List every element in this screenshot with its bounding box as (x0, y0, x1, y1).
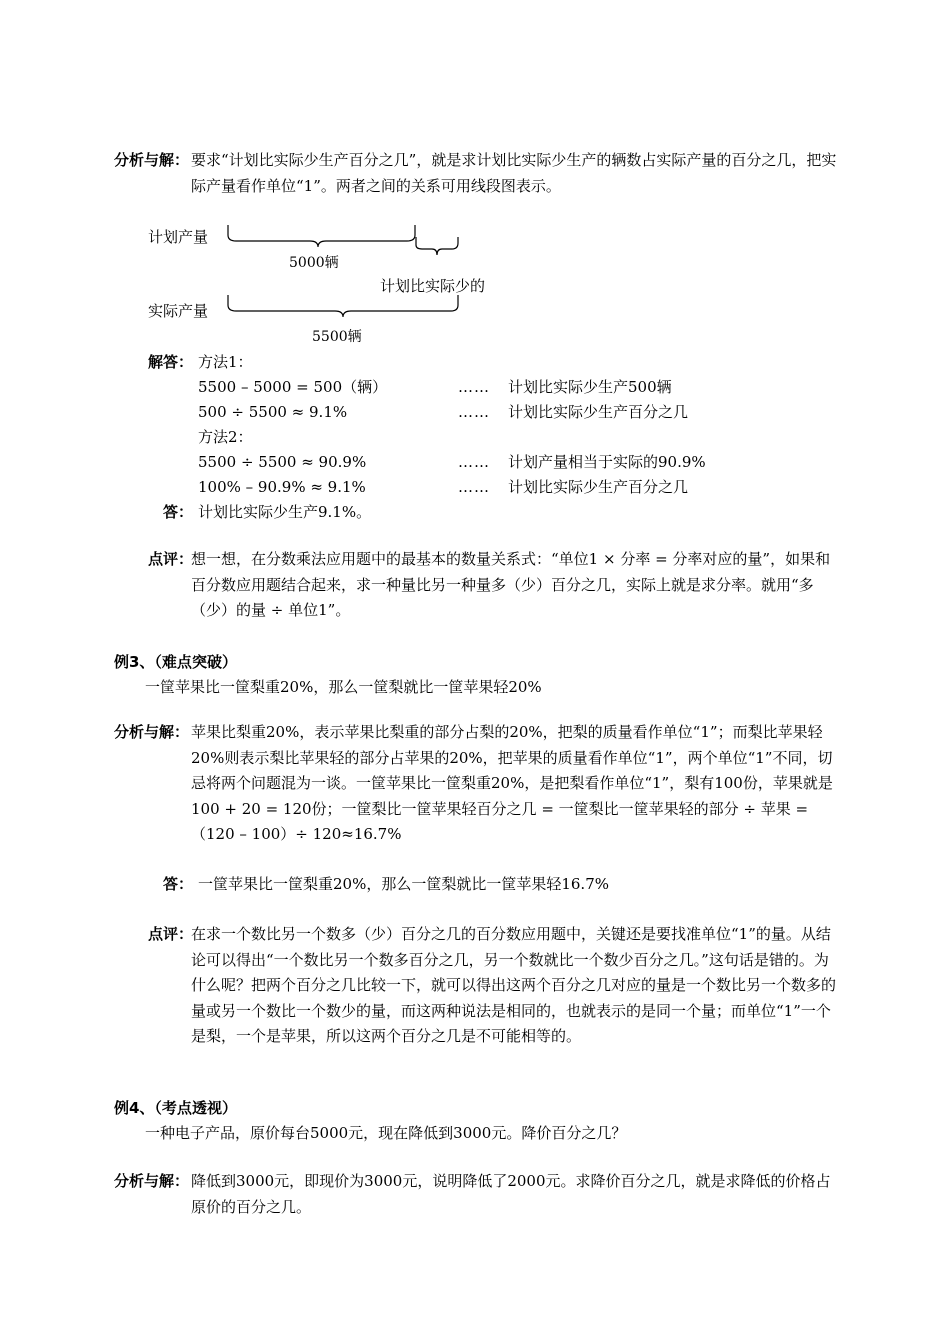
solution-label: 解答： (148, 353, 194, 371)
example4-title: 例4、（考点透视） (114, 1099, 237, 1117)
dots-separator: …… (458, 378, 490, 396)
analysis-text: 降低到3000元，即现价为3000元，说明降低了2000元。求降价百分之几，就是求降低的价格占原价的百分之几。 (191, 1172, 831, 1216)
dots-separator: …… (458, 403, 490, 421)
answer-text: 一筐苹果比一筐梨重20%，那么一筐梨就比一筐苹果轻16.7% (198, 875, 609, 893)
analysis-label: 分析与解： (114, 723, 190, 741)
step-note: 计划比实际少生产百分之几 (508, 478, 689, 496)
actual-label: 实际产量 (148, 302, 209, 320)
comment-label: 点评： (148, 550, 194, 568)
step-note: 计划比实际少生产百分之几 (508, 403, 689, 421)
step-expression: 100% – 90.9% ≈ 9.1% (198, 478, 366, 496)
step-expression: 5500 – 5000 = 500（辆） (198, 378, 388, 396)
example3-question: 一筐苹果比一筐梨重20%，那么一筐梨就比一筐苹果轻20% (145, 678, 542, 696)
actual-brace (228, 295, 458, 317)
analysis-label: 分析与解： (114, 151, 190, 169)
dots-separator: …… (458, 453, 490, 471)
step-expression: 500 ÷ 5500 ≈ 9.1% (198, 403, 348, 421)
segment-diagram (140, 215, 520, 350)
planned-brace (228, 225, 415, 247)
step-expression: 5500 ÷ 5500 ≈ 90.9% (198, 453, 367, 471)
planned-label: 计划产量 (148, 228, 209, 246)
planned-value: 5000辆 (289, 255, 339, 271)
analysis-text: 苹果比梨重20%，表示苹果比梨重的部分占梨的20%，把梨的质量看作单位“1”；而梨比苹果轻20%则表示梨比苹果轻的部分占苹果的20%，把苹果的质量看作单位“1”，两个单位“1”不同，切忌将两个问题混为一谈。一筐苹果比一筐梨重20%，是把梨看作单位“1”，梨有100份，苹果就是100 + 20 = 120份；一筐梨比一筐苹果轻百分之几 = 一筐梨比一筐苹果轻的部分 ÷ 苹果 = （120 – 100）÷ 120≈16.7% (191, 723, 833, 843)
answer-label: 答： (163, 503, 194, 521)
example3-title: 例3、（难点突破） (114, 653, 237, 671)
method2-title: 方法2： (198, 428, 253, 446)
dots-separator: …… (458, 478, 490, 496)
difference-label: 计划比实际少的 (380, 277, 486, 295)
actual-value: 5500辆 (312, 329, 362, 345)
comment-text: 在求一个数比另一个数多（少）百分之几的百分数应用题中，关键还是要找准单位“1”的量。从结论可以得出“一个数比另一个数多百分之几，另一个数就比一个数少百分之几。”这句话是错的。为什么呢？把两个百分之几比较一下，就可以得出这两个百分之几对应的量是一个数比另一个数多的量或另一个数比一个数少的量，而这两种说法是相同的，也就表示的是同一个量；而单位“1”一个是梨，一个是苹果，所以这两个百分之几是不可能相等的。 (191, 925, 837, 1045)
comment-label: 点评： (148, 925, 194, 943)
step-note: 计划比实际少生产500辆 (508, 378, 672, 396)
method1-title: 方法1： (198, 353, 253, 371)
step-note: 计划产量相当于实际的90.9% (508, 453, 706, 471)
comment-text: 想一想，在分数乘法应用题中的最基本的数量关系式：“单位1 × 分率 = 分率对应的量”，如果和百分数应用题结合起来，求一种量比另一种量多（少）百分之几，实际上就是求分率。就用“多（少）的量 ÷ 单位1”。 (191, 550, 831, 619)
answer-label: 答： (163, 875, 194, 893)
analysis-label: 分析与解： (114, 1172, 190, 1190)
example4-question: 一种电子产品，原价每台5000元，现在降低到3000元。降价百分之几？ (145, 1124, 627, 1142)
difference-brace (416, 237, 458, 255)
analysis-text: 要求“计划比实际少生产百分之几”，就是求计划比实际少生产的辆数占实际产量的百分之几，把实际产量看作单位“1”。两者之间的关系可用线段图表示。 (191, 151, 837, 195)
answer-text: 计划比实际少生产9.1%。 (198, 503, 372, 521)
